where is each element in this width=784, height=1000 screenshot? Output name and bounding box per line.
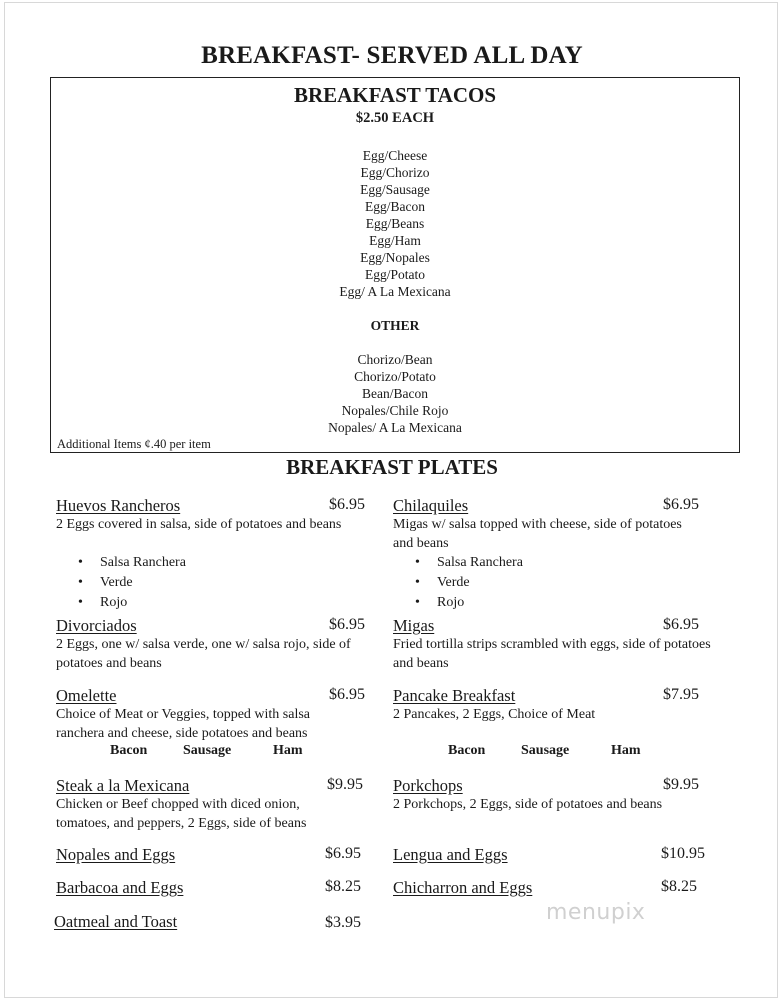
item-name: Huevos Rancheros	[56, 496, 181, 515]
menu-title: BREAKFAST- SERVED ALL DAY	[201, 42, 583, 69]
breakfast-tacos-box	[50, 77, 740, 453]
item-name: Porkchops	[393, 776, 463, 795]
salsa-option: • Verde	[415, 573, 523, 593]
additional-items-note: Additional Items ¢.40 per item	[57, 437, 211, 451]
meat-option: Sausage	[521, 743, 570, 758]
item-name: Barbacoa and Eggs	[56, 878, 184, 897]
item-description: 2 Pancakes, 2 Eggs, Choice of Meat	[393, 707, 596, 722]
taco-item: Egg/Bacon	[365, 199, 425, 214]
item-price: $6.95	[329, 686, 365, 703]
taco-item: Bean/Bacon	[362, 386, 428, 401]
salsa-option: • Verde	[78, 573, 186, 593]
item-price: $6.95	[663, 616, 699, 633]
meat-option: Ham	[273, 743, 303, 758]
other-heading: OTHER	[370, 318, 420, 333]
item-price: $8.25	[661, 878, 697, 895]
item-description: 2 Eggs covered in salsa, side of potatoes and beans	[56, 517, 342, 532]
other-taco-list	[51, 351, 739, 436]
item-name: Lengua and Eggs	[393, 845, 508, 864]
meat-option: Bacon	[448, 743, 486, 758]
taco-item: Nopales/ A La Mexicana	[328, 420, 462, 435]
item-price: $10.95	[661, 845, 705, 862]
item-description: Choice of Meat or Veggies, topped with salsa ranchera and cheese, side potatoes and beans	[56, 707, 311, 741]
item-price: $9.95	[327, 776, 363, 793]
tacos-title: BREAKFAST TACOS	[293, 83, 497, 107]
taco-item: Egg/Nopales	[360, 250, 430, 265]
item-price: $6.95	[329, 496, 365, 513]
item-price: $8.25	[325, 878, 361, 895]
item-description: 2 Eggs, one w/ salsa verde, one w/ salsa rojo, side of potatoes and beans	[56, 637, 351, 671]
taco-list	[51, 147, 739, 300]
taco-item: Egg/Potato	[365, 267, 425, 282]
salsa-option: • Rojo	[78, 593, 186, 613]
salsa-options	[78, 553, 186, 613]
salsa-option: • Salsa Ranchera	[415, 553, 523, 573]
item-name: Migas	[393, 616, 435, 635]
item-name: Chicharron and Eggs	[393, 878, 533, 897]
taco-item: Egg/Cheese	[362, 148, 428, 163]
item-name: Chilaquiles	[393, 496, 469, 515]
taco-item: Nopales/Chile Rojo	[341, 403, 449, 418]
meat-option: Sausage	[183, 743, 232, 758]
taco-item: Chorizo/Bean	[357, 352, 433, 367]
tacos-price: $2.50 EACH	[355, 110, 435, 126]
item-name: Steak a la Mexicana	[56, 776, 190, 795]
item-price: $7.95	[663, 686, 699, 703]
meat-options	[448, 743, 641, 759]
meat-option: Ham	[611, 743, 641, 758]
item-name: Omelette	[56, 686, 117, 705]
taco-item: Egg/Beans	[365, 216, 425, 231]
item-name: Nopales and Eggs	[56, 845, 176, 864]
meat-options	[110, 743, 303, 759]
item-price: $6.95	[325, 845, 361, 862]
taco-item: Egg/Ham	[369, 233, 421, 248]
item-price: $9.95	[663, 776, 699, 793]
menupix-watermark: menupix	[546, 900, 646, 925]
item-price: $6.95	[663, 496, 699, 513]
item-price: $6.95	[329, 616, 365, 633]
item-name: Oatmeal and Toast	[54, 912, 178, 931]
taco-item: Egg/Chorizo	[360, 165, 430, 180]
item-description: Migas w/ salsa topped with cheese, side of potatoes and beans	[393, 517, 682, 551]
item-description: Chicken or Beef chopped with diced onion, tomatoes, and peppers, 2 Eggs, side of beans	[56, 797, 307, 831]
item-description: 2 Porkchops, 2 Eggs, side of potatoes and beans	[393, 797, 663, 812]
item-name: Divorciados	[56, 616, 137, 635]
item-name: Pancake Breakfast	[393, 686, 516, 705]
taco-item: Chorizo/Potato	[354, 369, 436, 384]
meat-option: Bacon	[110, 743, 148, 758]
salsa-option: • Salsa Ranchera	[78, 553, 186, 573]
taco-item: Egg/ A La Mexicana	[339, 284, 451, 299]
taco-item: Egg/Sausage	[360, 182, 430, 197]
plates-title: BREAKFAST PLATES	[286, 455, 498, 479]
salsa-option: • Rojo	[415, 593, 523, 613]
item-description: Fried tortilla strips scrambled with eggs, side of potatoes and beans	[393, 637, 711, 671]
item-price: $3.95	[325, 914, 361, 931]
salsa-options	[415, 553, 523, 613]
